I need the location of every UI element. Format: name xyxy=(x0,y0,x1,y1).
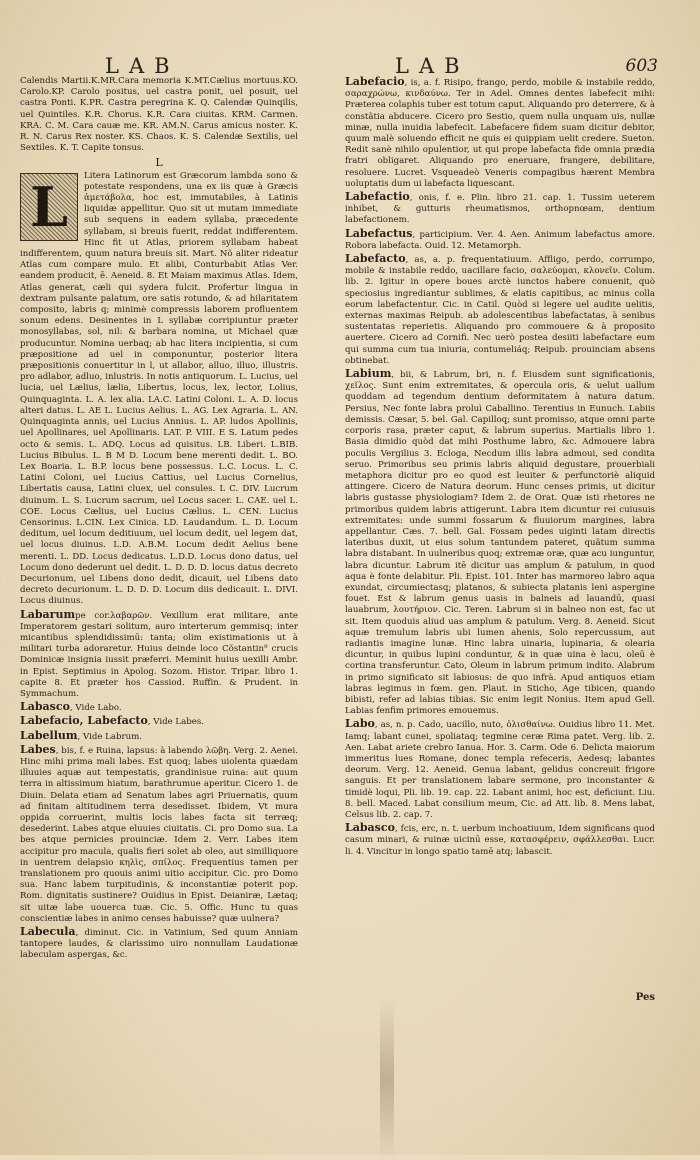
dictionary-entry xyxy=(345,253,655,367)
page-number: 603 xyxy=(625,56,658,76)
entry-headword: Labefacio xyxy=(345,75,405,88)
entry-text: , diminut. Cic. in Vatinium, Sed quum Anniam tantopere laudes, & clarissimo uiro nonnullam Laudationæ labeculam aspergas, &c. xyxy=(20,928,298,961)
entry-headword: Labasco xyxy=(20,700,70,714)
entry-headword: Labarum xyxy=(20,607,76,621)
entry-headword: Labes xyxy=(20,742,56,756)
dictionary-entry xyxy=(345,228,655,252)
abbreviations-paragraph: Calendis Martii.K.MR.Cara memoria K.MT.Cælius mortuus.KO. Carolo.KP. Carolo positus, uel castra ponit, uel posuit, uel castra Ponti. K.PR. Castra peregrina K. Q. Calendæ Quinqilis, uel Quintiles. K.R. Chorus. K.R. Cara ciuitas. KRM. Carmen. KRA. C. M. Cara cauæ me. KR. AM.N. Carus amicus noster. K. R. N. Carus Rex noster. KS. Chaos. K. S. Calendæ Sextilis, uel Sextiles. K. T. Capite tonsus. xyxy=(20,76,298,154)
dictionary-entry xyxy=(20,744,298,925)
entry-text: , bii, & Labrum, bri, n. f. Eiusdem sunt significationis, χεῖλος. Sunt enim extremitates, & opercula oris, & uelut uallum quoddam ad tegendum dentium deformitatem à natura datum. Persius, Nec fonte labra proluì Caballino. Terentius in Eunuch. Labiis demissis. Cæsar, 5. bel. Gal. Capilloq; sunt promisso, atque omni parte corporis rasa, præter caput, & labrum superius. Martialis libro 1. Basia dimidio quòd dat mihi Posthume labro, &c. Admouere labra poculis Vergilius 3. Ecloga, Necdum illis labra admoui, sed condita seruo. Primoribus seu primis labris aliquid degustare, prouerbiali metaphora dicitur pro eo quod est leuiter & perfunctoriè aliquid attingere. Cicero de Natura deorum. Hunc censes primis, ut dicitur labris gustasse physiologiam? Idem 2. de Orat. Quæ isti rhetores ne primoribus quidem labris attigerunt. Labra item dicuntur rei cuiusuis extremitates: unde summi fossarum & fluuiorum margines, labra appellantur. Cæs. 7. bell. Gal. Fossam pedes uiginti latam directis lateribus duxit, ut eius solum tantundem pateret, quãtum summa labra distabant. In uulneribus quoq; extremæ oræ, quæ acu iunguntur, labra dicuntur. Labrum itē dicitur uas amplum & patulum, in quod aqua è fonte delabitur. Pli. Epist. 101. Inter has marmoreo labro aqua exundat, circumiectasq; platanos, & subiecta platanis leni aspergine fouet. Est & labrum genus uasis in balneis ad lauandū, quasi lauabrum, λουτήριον. Cic. Teren. Labrum si in balneo non est, fac ut sit. Item quoduis aliud uas amplum & patulum. Verg. 8. Aeneid. Sicut aquæ tremulum labris ubi lumen ahenis, Solo repercussum, aut radiantis imagine lunæ. Hinc labra uinaria, lupinaria, & olearia dicuntur, in quibus lupini conduntur, & in quæ uina è lacu, oleū è cortina transferuntur. Cato, Oleum in labrum primum indito. Alabrum in primo significato sit labiosus: de quo infrà. Apud antiquos etiam labras legimus in fœm. gen. Plaut. in Sticho, Age tibicen, quando bibisti, refer ad labias tibias. Sic enim legit Nonius. Item apud Gell. Labias fenfim primores emouemus. xyxy=(345,370,655,717)
entry-headword: Labasco xyxy=(345,821,395,835)
entry-text: , Vide Labes. xyxy=(147,717,204,728)
entry-headword: Labefacto xyxy=(345,252,406,266)
dictionary-entry xyxy=(345,718,655,821)
right-column xyxy=(345,76,655,859)
dictionary-entry xyxy=(20,730,298,743)
letter-section-heading: L xyxy=(155,156,163,170)
entry-text: , bis, f. e Ruina, lapsus: à labendo λῶβη. Verg. 2. Aenei. Hinc mihi prima mali labes. Est quoq; labes uiolenta quædam illuuies aquæ aut tempestatis, grandinisue ruina: aut quum terra in altissimum hiatum, barathrumue aperitur. Cicero 1. de Diuin. Delata etiam ad Senatum labes agri Priuernatis, quum ad finitam altitudinem terra desedisset. Ibidem, Vt mura oppida corruerint, multis locis labes facta sit terræq; desederint. Labes atque eluuies ciuitatis. Ci. pro Domo sua. La bes atque pernicies prouinciæ. Idem 2. Verr. Labes item accipitur pro macula, qualis fieri solet ab oleo, aut similliquore in uentrem delapsio κηλὶς, σπίλος. Frequentius tamen per translationem pro quouis animi uitio accipitur. Cic. pro Domo sua. Hanc labem turpitudinis, & inconstantiæ poterit pop. Rom. dignitatis sustinere? Ouidius in Epist. Deianiræ, Lætaq; sit uitæ labe uouerca tuæ. Cic. 5. Offic. Hunc tu quas conscientiæ labes in animo censes habuisse? quæ uulnera? xyxy=(20,745,298,924)
entry-headword: Labium xyxy=(345,367,392,381)
entry-text: , is, a. f. Risipo, frango, perdo, mobile & instabile reddo, σαραχρώνω, κινδαύνω. Ter in Adel. Omnes dentes labefecit mihi: Præterea colaphis tuber est totum caput. Aliquando pro deterrere, & à constãtia abducere. Cicero pro Sestio, quem nulla unquam uis, nullæ minæ, nulla inuidia labefecit. Labefacere fidem suam dicitur debitor, quum malè soluendo efficit ne quis ei quippiam uelit credere. Sueton. Redit sanè nihilo opulentior, ut qui prope labefacta fide omnia prædia fratri obligaret. Aliquando pro eneruare, frangere, debilitare, resoluere. Lucret. Vsqueadeò Veneris compagibus hærent Membra uoluptatis dum ui labefacta liquescant. xyxy=(345,78,655,189)
entry-text: , fcis, erc, n. t. uerbum inchoatiuum, Idem significans quod casum minari, & ruinæ uicinū esse, κατασφέρειν, σφάλλεσθαι. Lucr. li. 4. Vincitur in longo spatio tamē atq; labascit. xyxy=(345,824,655,857)
dictionary-entry xyxy=(345,822,655,858)
entry-text: , as, a. p. frequentatiuum. Affligo, perdo, corrumpo, mobile & instabile reddo, uacillare facio, σαλεύομαι, κλονεῖν. Colum. lib. 2. Igitur in opere boues arctè iunctos habere conuenit, quò speciosius ingrediantur sublimes, & elatis capitibus, ac minus colla eorum labefactentur. Cic. in Catil. Quòd si legere uel audite uelitis, externas maximas Reipub. ab adolescentibus labefactatas, à senibus sustentatas reperietis. Aliquando pro commouere & à proposito auertere. Cicero ad Cornifi. Nec uerò postea desiiti labefactare eum qui summa cum tua iniuria, contumeliáq; Reipub. prouinciam absens obtinebat. xyxy=(345,255,655,366)
entry-text: , onis, f. e. Plin. libro 21. cap. 1. Tussim ueterem inhibet, & gutturis rheumatismos, orthopnœam, dentium labefactionem. xyxy=(345,193,655,226)
entry-headword: Labellum xyxy=(20,728,78,742)
entry-headword: Labefacio, Labefacto xyxy=(20,714,148,728)
entry-headword: Labefactio xyxy=(345,190,410,204)
dictionary-entry xyxy=(20,715,298,728)
entry-text: , participium. Ver. 4. Aen. Animum labefactus amore. Robora labefacta. Ouid. 12. Metamorph. xyxy=(345,229,655,251)
letter-l-introduction: Litera Latinorum est Græcorum lambda sono & potestate respondens, una ex iis quæ à Græcis ἀμετάβολα, hoc est, immutabiles, à Latinis liquidæ appellitur. Quo sit ut mutam immediate sub sequens in eadem syllaba, præcedente syllabam, si breuis fuerit, reddat indifferentem. Hinc fit ut Atlas, priorem syllabam habeat indifferentem, quum natura breuis sit. Mart. Nõ aliter rideatur Atlas cum compare mulo. Et alibi, Conturbabit Atlas Ver. eandem producit, ē. Aeneid. 8. Et Maiam maximus Atlas. Idem, Atlas generat, cæli qui sydera fulcit. Profertur lingua in dextram pulsante palatum, ore satis rotundo, & ad hilaritatem composito, labris q; minimè compressis laborem profluentem sonum edens. Desinentes in L syllabæ corripiuntur præter monosyllabas, sol, nil: & barbara nomina, ut Michael quæ producuntur. Nomina uerbaq; ab hac litera incipientia, si cum præpositione ad uel in componuntur, posterior litera præpositionis conuertitur in l, ut allabor, alluo, illuo, illustris. pro adlabor, adluo, inlustris. In notis antiquorum. L. Lucius, uel lucia, uel Lælius, lælia, Libertus, locus, lex, lector, Lolius, Quinquaginta. L. A. lex alia. LA.C. Latini Coloni. L. A. D. locus alteri datus. L. AE L. Lucius Aelius. L. AG. Lex Agraria. L. AN. Quinquaginta annis, uel Lucius Annius. L. AP. ludos Apollinis, uel Apollinares, uel Apollinaris. LAT. P. VIII. E S. Latum pedes octo & semis. L. ADQ. Locus ad quisitus. LB. Liberi. L.BIB. Lucius Bibulus. L. B M D. Locum bene merenti dedit. L. BO. Lex Boaria. L. B.P. locus bene possessus. L.C. Locus. L. C. Latini Coloni, uel Lucius Cattius, uel Lucius Cornelius, Libertatis causa, Latini cluex, uel consules. L C. DIV. Lucrum diuinum. L. S. Lucrum sacrum, uel Locus sacer. L. CAE. uel L. COE. Locus Cælius, uel Lucius Cælius. L. CEN. Lucius Censorinus. L.CIN. Lex Cinica. LD. Laudandum. L. D. Locum deditum, uel locum deditiuum, uel locum dedit, uel legem dat, uel locus diuinus. L.D. A.B.M. Locum dedit Aelius bene merenti. L. DD. Locus dedicatus. L.D.D. Locus dono datus, uel Locum dono dederunt uel dedit. L. D. D. D. locus datus decreto Decurionum, uel Libens dono dedit, dicauit, uel Libens dato decreto decurionum. L. D. D. D. Locum diis dedicauit. L. DIVI. Locus diuinus. xyxy=(20,170,298,607)
entry-text: , Vide Labo. xyxy=(69,703,122,714)
dictionary-entry xyxy=(20,609,298,701)
running-head-left: LAB xyxy=(105,54,180,78)
dictionary-entry xyxy=(20,701,298,714)
catchword: Pes xyxy=(635,992,655,1003)
entry-headword: Labo xyxy=(345,717,375,731)
decorated-initial-image xyxy=(20,173,78,241)
entry-headword: Labecula xyxy=(20,925,76,939)
entry-text: , as, n. p. Cado, uacillo, nuto, ὀλισθαίνω. Ouidius libro 11. Met. Iamq; labant cunei, spoliataq; tegmine ceræ Rima patet. Verg. lib. 2. Aen. Labat ariete crebro Ianua. Hor. 3. Carm. Ode 6. Delicta maiorum immeritus lues Romane, donec templa refeceris, Aedesq; labantes deorum. Verg. 12. Aeneid. Genua labant, gelidus concreuit frigore sanguis. Et per translationem labare sermone, pro inconstanter & timidè loqui, Pli. lib. 19. cap. 22. Labant animi, hoc est, deficiunt. Liu. 8. bell. Maced. Labat consilium meum, Cic. ad Att. lib. 8. Mens labat, Celsus lib. 2. cap. 7. xyxy=(345,720,655,820)
page-stain xyxy=(380,1000,394,1160)
dictionary-entry xyxy=(345,368,655,717)
dictionary-entry xyxy=(20,926,298,962)
entry-text: , Vide Labrum. xyxy=(77,731,142,742)
left-column xyxy=(20,76,298,963)
running-head-right: LAB xyxy=(395,54,470,78)
decorated-initial-letter: L xyxy=(30,174,68,239)
entry-text: pe cor.λαβαρῶν. Vexillum erat militare, ante Imperatorem gestari solitum, auro interterum gemmisq; inter micantibus splendidissimū: tanta; olim existimationis ut à militari turba adoraretur. Huius deinde loco Cõstantin⁹ crucis Dominicæ insignia iussit præferri. Meminit huius uexilli Ambr. in Epist. Septimius in Apolog. Sozom. Histor. Tripar. libro 1. capite 8. Et præter hos Cassiod. Ruffin. & Prudent. in Symmachum. xyxy=(20,610,298,699)
dictionary-entry xyxy=(345,76,655,190)
entry-headword: Labefactus xyxy=(345,226,413,240)
dictionary-entry xyxy=(345,191,655,227)
